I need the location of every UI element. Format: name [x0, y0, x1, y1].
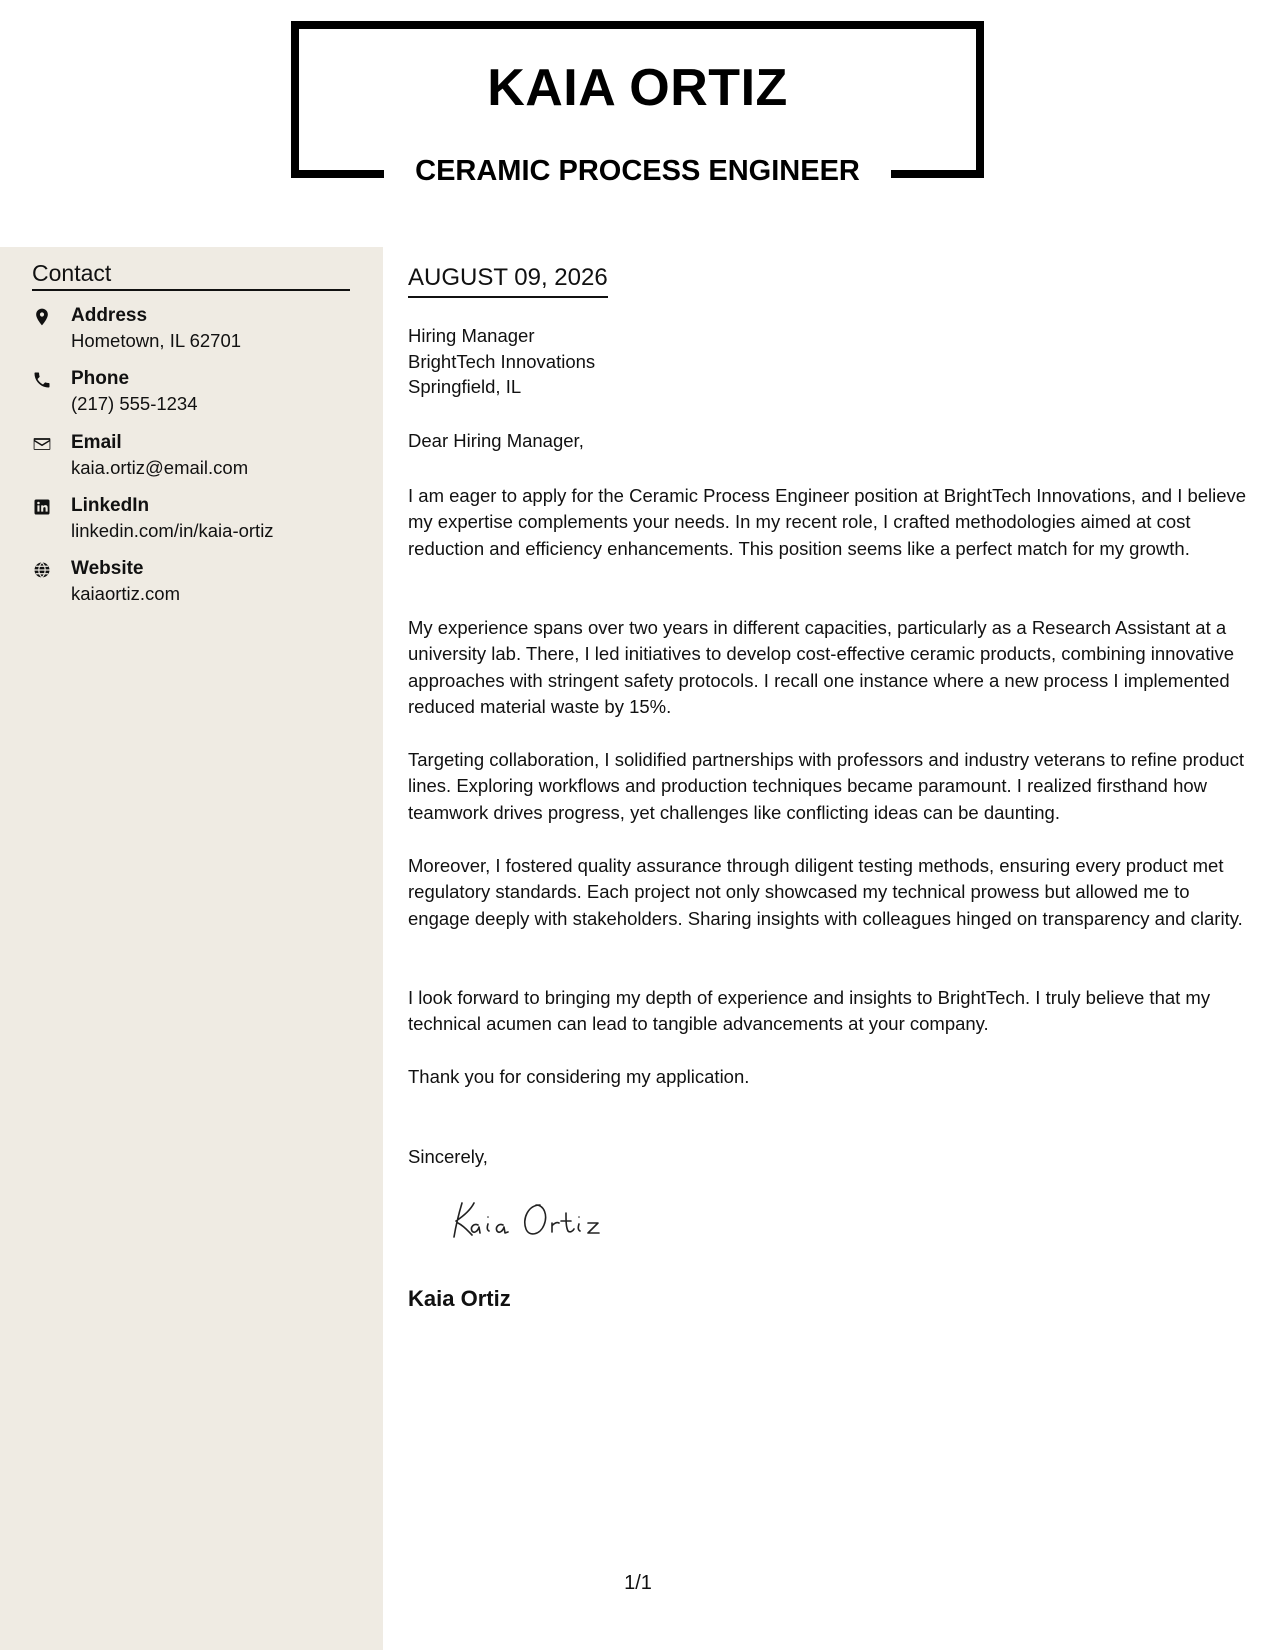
contact-value: kaia.ortiz@email.com — [71, 457, 249, 478]
contact-label: LinkedIn — [71, 495, 150, 516]
contact-value: linkedin.com/in/kaia-ortiz — [71, 520, 274, 541]
page-number: 1/1 — [624, 1572, 652, 1594]
salutation: Dear Hiring Manager, — [408, 430, 584, 451]
recipient-block — [408, 323, 595, 400]
envelope-icon — [32, 434, 54, 456]
letter-date: AUGUST 09, 2026 — [408, 264, 608, 298]
body-paragraph: I look forward to bringing my depth of experience and insights to BrightTech. I truly believe that my technical acumen can lead to tangible advancements at your company. — [408, 987, 1211, 1035]
header-frame-bottom-right — [891, 170, 984, 178]
signer-name: Kaia Ortiz — [408, 1286, 511, 1311]
job-title: CERAMIC PROCESS ENGINEER — [415, 155, 860, 187]
recipient-line: Hiring Manager — [408, 325, 535, 346]
body-paragraph: My experience spans over two years in different capacities, particularly as a Research Assistant at a university lab. There, I led initiatives to develop cost-effective ceramic products, combining innovative approaches with stringent safety protocols. I recall one instance where a new process I implemented reduced material waste by 15%. — [408, 617, 1235, 717]
body-paragraph: Moreover, I fostered quality assurance through diligent testing methods, ensuring every product met regulatory standards. Each project not only showcased my technical prowess but allowed me to engage deeply with stakeholders. Sharing insights with colleagues hinged on transparency and clarity. — [408, 855, 1243, 929]
body-paragraph: Thank you for considering my application. — [408, 1066, 750, 1087]
header-frame-bottom-left — [291, 170, 384, 178]
applicant-name: KAIA ORTIZ — [487, 59, 788, 117]
linkedin-icon — [32, 497, 54, 519]
recipient-line: Springfield, IL — [408, 376, 522, 397]
contact-value: Hometown, IL 62701 — [71, 330, 242, 351]
closing: Sincerely, — [408, 1146, 488, 1167]
contact-label: Email — [71, 432, 122, 453]
contact-label: Address — [71, 305, 148, 326]
contact-value: kaiaortiz.com — [71, 583, 180, 604]
contact-heading: Contact — [32, 260, 350, 291]
contact-label: Phone — [71, 368, 130, 389]
body-paragraph: Targeting collaboration, I solidified partnerships with professors and industry veterans to refine product lines. Exploring workflows and production techniques became paramount. I realized firsthand how teamwork drives progress, yet challenges like conflicting ideas can be daunting. — [408, 749, 1245, 823]
map-pin-icon — [32, 307, 54, 329]
globe-icon — [32, 560, 54, 582]
recipient-line: BrightTech Innovations — [408, 350, 596, 372]
contact-label: Website — [71, 558, 144, 579]
body-paragraph: I am eager to apply for the Ceramic Process Engineer position at BrightTech Innovations, and I believe my expertise complements your needs. In my recent role, I crafted methodologies aimed at cost reduction and efficiency enhancements. This position seems like a perfect match for my growth. — [408, 485, 1247, 559]
phone-icon — [32, 370, 54, 392]
handwritten-signature — [448, 1195, 648, 1245]
contact-value: (217) 555-1234 — [71, 393, 198, 414]
